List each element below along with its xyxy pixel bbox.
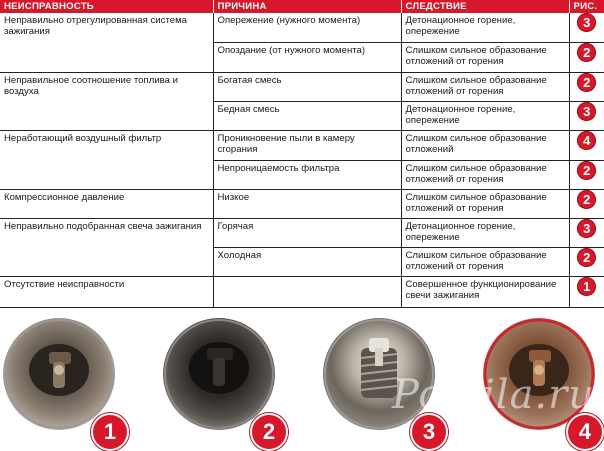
spark-plug-image-1: [3, 318, 115, 430]
effect-cell: Слишком сильное образование отложений от горения: [401, 189, 569, 218]
fig-badge: 2: [577, 43, 596, 62]
fault-cell: Неработающий воздушный фильтр: [0, 130, 213, 189]
table-row: [0, 72, 604, 101]
table-row: [0, 276, 604, 307]
effect-cell: Слишком сильное образование отложений: [401, 130, 569, 160]
effect-cell: Слишком сильное образование отложений от горения: [401, 42, 569, 72]
spark-plug-photo-1: [3, 318, 115, 430]
photo-number-4: 4: [566, 413, 604, 451]
fig-cell: [569, 160, 604, 189]
fig-badge: 4: [577, 131, 596, 150]
cause-cell: Холодная: [213, 247, 401, 276]
photo-number-2: 2: [250, 413, 288, 451]
fig-cell: [569, 13, 604, 42]
effect-cell: Слишком сильное образование отложений от горения: [401, 72, 569, 101]
table-row: [0, 13, 604, 42]
effect-cell: Слишком сильное образование отложений от горения: [401, 247, 569, 276]
fig-cell: [569, 101, 604, 130]
spark-plug-photo-2: [163, 318, 275, 430]
cause-cell: Проникновение пыли в камеру сгорания: [213, 130, 401, 160]
header-fault: НЕИСПРАВНОСТЬ: [0, 0, 213, 13]
cause-cell: Бедная смесь: [213, 101, 401, 130]
fault-cell: Отсутствие неисправности: [0, 276, 213, 307]
cause-cell: Опоздание (от нужного момента): [213, 42, 401, 72]
effect-cell: Совершенное функционирование свечи зажигания: [401, 276, 569, 307]
fig-cell: [569, 276, 604, 307]
fig-badge: 3: [577, 13, 596, 32]
header-effect: СЛЕДСТВИЕ: [401, 0, 569, 13]
cause-cell: Горячая: [213, 218, 401, 247]
table-header-row: [0, 0, 604, 13]
fig-badge: 1: [577, 277, 596, 296]
cause-cell: Опережение (нужного момента): [213, 13, 401, 42]
cause-cell: Богатая смесь: [213, 72, 401, 101]
effect-cell: Слишком сильное образование отложений от горения: [401, 160, 569, 189]
header-fig: РИС.: [569, 0, 604, 13]
fault-cell: Неправильное соотношение топлива и воздуха: [0, 72, 213, 130]
watermark: Postila.ru: [392, 372, 596, 418]
fig-badge: 2: [577, 248, 596, 267]
effect-cell: Детонационное горение, опережение: [401, 13, 569, 42]
fig-badge: 2: [577, 73, 596, 92]
effect-cell: Детонационное горение, опережение: [401, 101, 569, 130]
spark-plug-image-2: [163, 318, 275, 430]
fault-cell: Неправильно отрегулированная система зажигания: [0, 13, 213, 72]
cause-cell: Низкое: [213, 189, 401, 218]
table-row: [0, 130, 604, 160]
effect-cell: Детонационное горение, опережение: [401, 218, 569, 247]
fig-cell: [569, 72, 604, 101]
table-row: [0, 189, 604, 218]
table-row: [0, 218, 604, 247]
fig-badge: 2: [577, 190, 596, 209]
fig-cell: [569, 247, 604, 276]
photo-number-3: 3: [410, 413, 448, 451]
fig-cell: [569, 218, 604, 247]
fault-cell: Неправильно подобранная свеча зажигания: [0, 218, 213, 276]
fig-cell: [569, 130, 604, 160]
fig-cell: [569, 42, 604, 72]
photo-number-1: 1: [91, 413, 129, 451]
fig-cell: [569, 189, 604, 218]
fault-cell: Компрессионное давление: [0, 189, 213, 218]
header-cause: ПРИЧИНА: [213, 0, 401, 13]
cause-cell: Непроницаемость фильтра: [213, 160, 401, 189]
cause-cell: [213, 276, 401, 307]
fig-badge: 3: [577, 219, 596, 238]
fig-badge: 3: [577, 102, 596, 121]
fig-badge: 2: [577, 161, 596, 180]
